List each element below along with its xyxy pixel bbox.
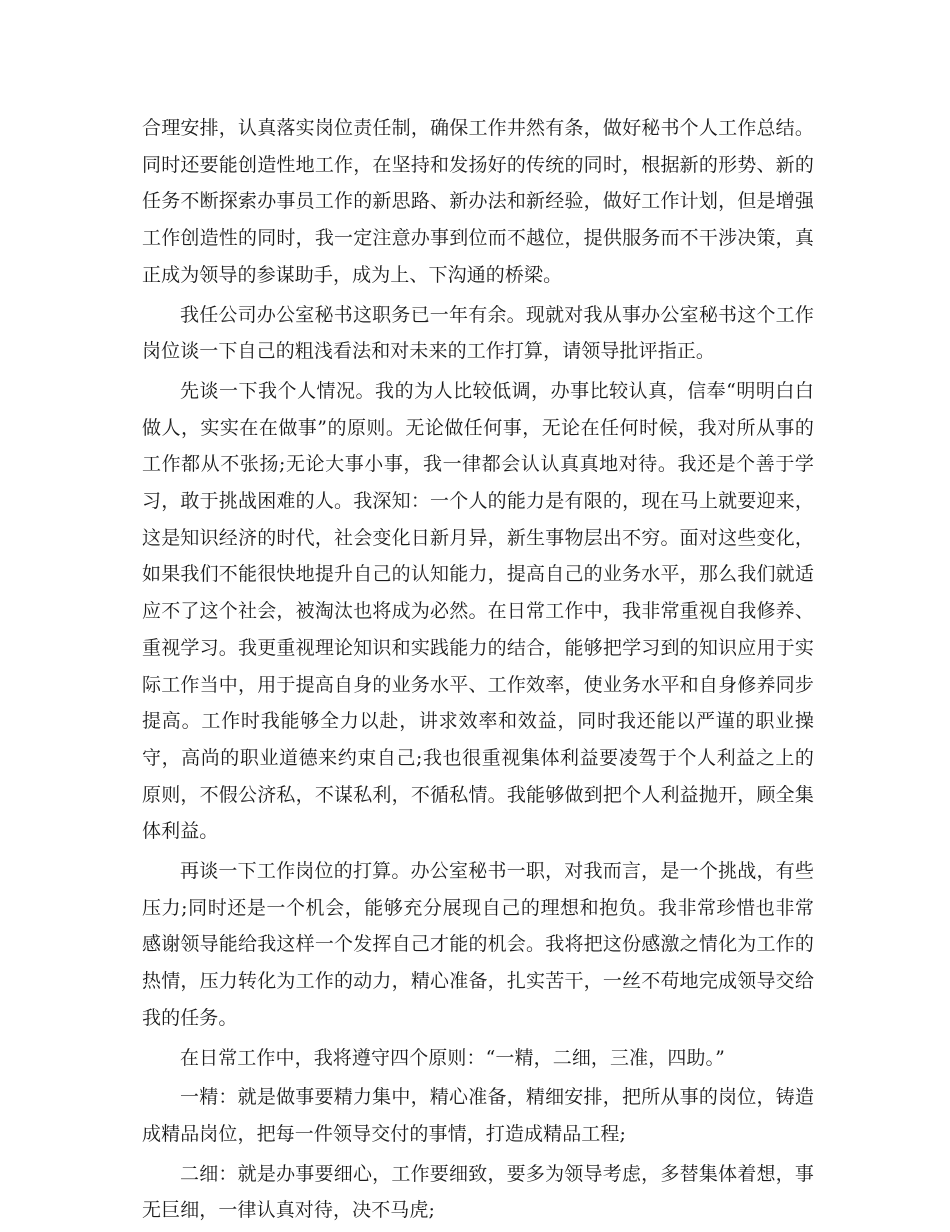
paragraph-3: 先谈一下我个人情况。我的为人比较低调，办事比较认真，信奉“明明白白做人，实实在在做事”的原则。无论做任何事，无论在任何时候，我对所从事的工作都从不张扬;无论大事小事，我一律都会认认真真地对待。我还是个善于学习，敢于挑战困难的人。我深知：一个人的能力是有限的，现在马上就要迎来，这是知识经济的时代，社会变化日新月异，新生事物层出不穷。面对这些变化，如果我们不能很快地提升自己的认知能力，提高自己的业务水平，那么我们就适应不了这个社会，被淘汰也将成为必然。在日常工作中，我非常重视自我修养、重视学习。我更重视理论知识和实践能力的结合，能够把学习到的知识应用于实际工作当中，用于提高自身的业务水平、工作效率，使业务水平和自身修养同步提高。工作时我能够全力以赴，讲求效率和效益，同时我还能以严谨的职业操守，高尚的职业道德来约束自己;我也很重视集体利益要凌驾于个人利益之上的原则，不假公济私，不谋私利，不循私情。我能够做到把个人利益抛开，顾全集体利益。: [142, 379, 814, 843]
paragraph-6: 一精：就是做事要精力集中，精心准备，精细安排，把所从事的岗位，铸造成精品岗位，把每一件领导交付的事情，打造成精品工程;: [142, 1086, 814, 1145]
paragraph-2: 我任公司办公室秘书这职务已一年有余。现就对我从事办公室秘书这个工作岗位谈一下自己的粗浅看法和对未来的工作打算，请领导批评指正。: [142, 303, 814, 363]
paragraph-1: 合理安排，认真落实岗位责任制，确保工作井然有条，做好秘书个人工作总结。同时还要能创造性地工作，在坚持和发扬好的传统的同时，根据新的形势、新的任务不断探索办事员工作的新思路、新办法和新经验，做好工作计划，但是增强工作创造性的同时，我一定注意办事到位而不越位，提供服务而不干涉决策，真正成为领导的参谋助手，成为上、下沟通的桥梁。: [142, 117, 814, 286]
document-body: [142, 110, 814, 1232]
paragraph-7: 二细：就是办事要细心，工作要细致，要多为领导考虑，多替集体着想，事无巨细，一律认真对待，决不马虎;: [142, 1162, 814, 1222]
paragraph-4: 再谈一下工作岗位的打算。办公室秘书一职，对我而言，是一个挑战，有些压力;同时还是一个机会，能够充分展现自己的理想和抱负。我非常珍惜也非常感谢领导能给我这样一个发挥自己才能的机会。我将把这份感激之情化为工作的热情，压力转化为工作的动力，精心准备，扎实苦干，一丝不苟地完成领导交给我的任务。: [142, 860, 814, 1029]
paragraph-5: 在日常工作中，我将遵守四个原则：“一精，二细，三准，四助。”: [180, 1046, 725, 1069]
